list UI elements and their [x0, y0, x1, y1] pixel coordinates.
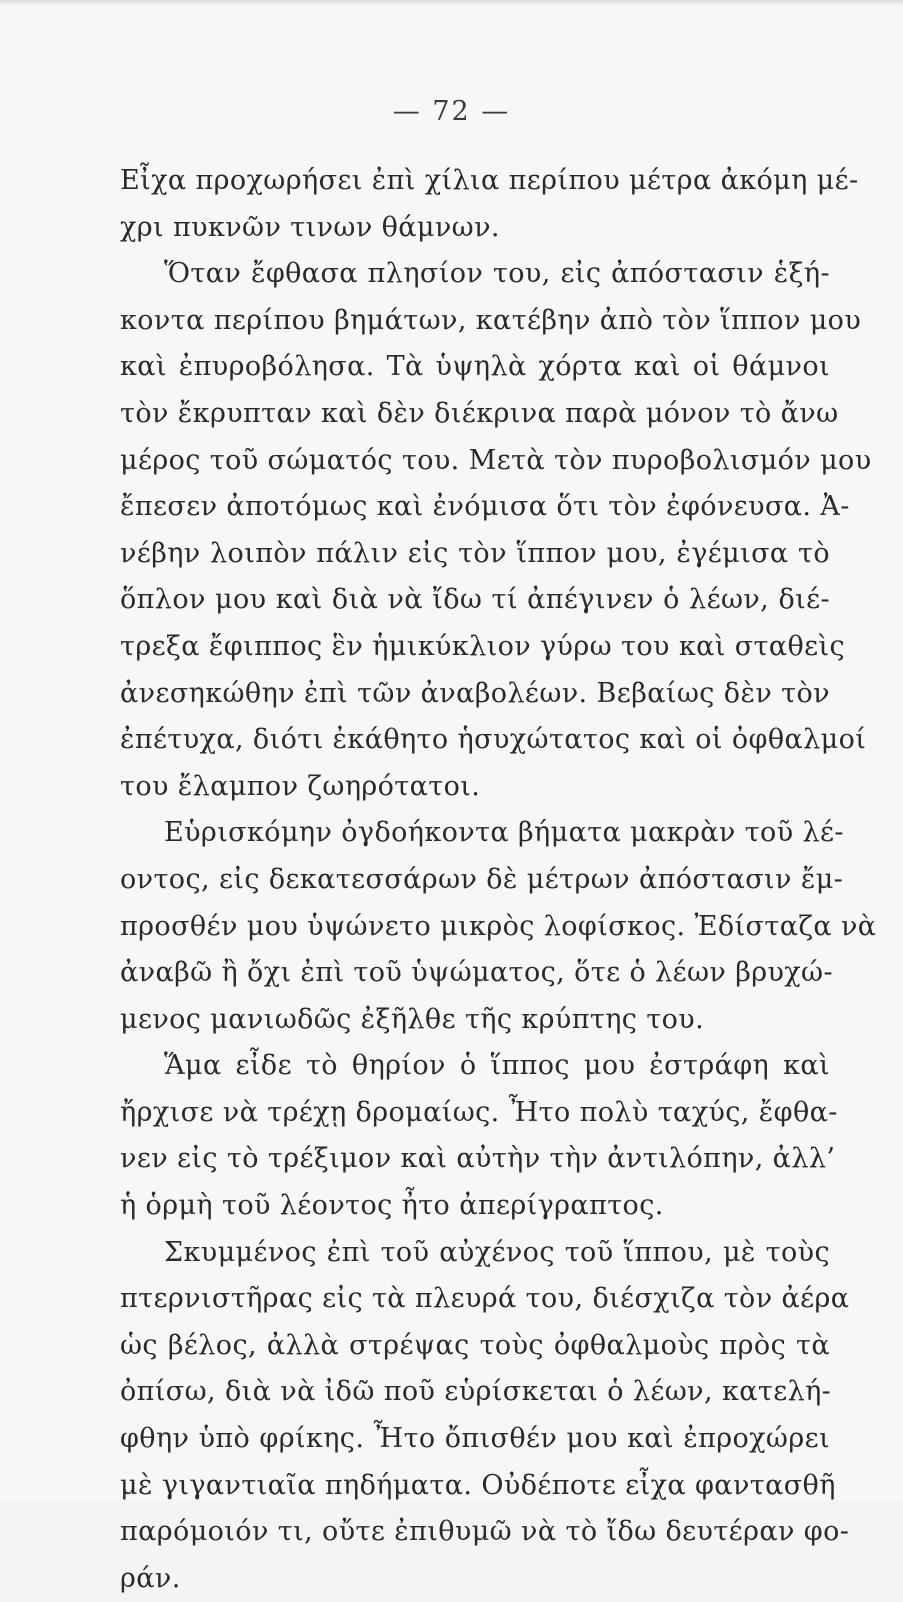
text-line: μὲ γιγαντιαῖα πηδήματα. Οὐδέποτε εἶχα φαντασθῆ [120, 1469, 836, 1501]
text-line: οντος, εἰς δεκατεσσάρων δὲ μέτρων ἀπόστασιν ἔμ- [120, 863, 844, 895]
page-number: — 72 — [392, 96, 511, 127]
text-line: μέρος τοῦ σώματός του. Μετὰ τὸν πυροβολισμόν μου [120, 444, 872, 476]
text-line: ἡ ὁρμὴ τοῦ λέοντος ἦτο ἀπερίγραπτος. [120, 1190, 664, 1222]
text-line: ἀναβῶ ἢ ὄχι ἐπὶ τοῦ ὑψώματος, ὅτε ὁ λέων βρυχώ- [120, 957, 833, 989]
text-line: προσθέν μου ὑψώνετο μικρὸς λοφίσκος. Ἐδίσταζα νὰ [120, 910, 877, 942]
text-line: καὶ ἐπυροβόλησα. Τὰ ὑψηλὰ χόρτα καὶ οἱ θάμνοι [120, 351, 830, 383]
text-line: ἀνεσηκώθην ἐπὶ τῶν ἀναβολέων. Βεβαίως δὲν τὸν [120, 677, 830, 709]
text-line: πτερνιστῆρας εἰς τὰ πλευρά του, διέσχιζα τὸν ἀέρα [120, 1283, 850, 1315]
text-line: τρεξα ἔφιππος ἓν ἡμικύκλιον γύρω του καὶ σταθεὶς [120, 630, 846, 662]
text-line: ὡς βέλος, ἀλλὰ στρέψας τοὺς ὀφθαλμοὺς πρὸς τὰ [120, 1329, 830, 1361]
body-text [120, 158, 877, 1602]
text-line: νεν εἰς τὸ τρέξιμον καὶ αὐτὴν τὴν ἀντιλόπην, ἀλλ’ [120, 1143, 836, 1175]
text-line: ἐπέτυχα, διότι ἐκάθητο ἡσυχώτατος καὶ οἱ ὀφθαλμοί [120, 724, 867, 756]
text-line: φθην ὑπὸ φρίκης. Ἦτο ὄπισθέν μου καὶ ἐπροχώρει [120, 1423, 830, 1455]
text-line: μενος μανιωδῶς ἐξῆλθε τῆς κρύπτης του. [120, 1003, 705, 1035]
text-line: ὅπλον μου καὶ διὰ νὰ ἴδω τί ἀπέγινεν ὁ λέων, διέ- [120, 584, 830, 616]
text-line: Εὑρισκόμην ὀγδοήκοντα βήματα μακρὰν τοῦ λέ- [164, 817, 844, 849]
text-line: Σκυμμένος ἐπὶ τοῦ αὐχένος τοῦ ἵππου, μὲ τοὺς [164, 1236, 830, 1268]
text-line: ράν. [120, 1562, 181, 1594]
text-line: ἤρχισε νὰ τρέχῃ δρομαίως. Ἦτο πολὺ ταχύς, ἔφθα- [120, 1096, 838, 1128]
text-line: νέβην λοιπὸν πάλιν εἰς τὸν ἵππον μου, ἐγέμισα τὸ [120, 537, 830, 569]
text-line: Ὅταν ἔφθασα πλησίον του, εἰς ἀπόστασιν ἑξή- [164, 258, 830, 290]
text-line: του ἔλαμπον ζωηρότατοι. [120, 770, 481, 802]
text-line: Ἅμα εἶδε τὸ θηρίον ὁ ἵππος μου ἐστράφη καὶ [164, 1050, 830, 1082]
page-top-edge [0, 0, 903, 6]
text-line: τὸν ἔκρυπταν καὶ δὲν διέκρινα παρὰ μόνον τὸ ἄνω [120, 397, 839, 429]
text-line: κοντα περίπου βημάτων, κατέβην ἀπὸ τὸν ἵππον μου [120, 304, 862, 336]
text-line: Εἶχα προχωρήσει ἐπὶ χίλια περίπου μέτρα ἀκόμη μέ- [120, 165, 859, 196]
text-line: ὀπίσω, διὰ νὰ ἰδῶ ποῦ εὑρίσκεται ὁ λέων, κατελή- [120, 1376, 832, 1408]
text-line: παρόμοιόν τι, οὔτε ἐπιθυμῶ νὰ τὸ ἴδω δευτέραν φο- [120, 1516, 850, 1548]
text-line: χρι πυκνῶν τινων θάμνων. [120, 211, 500, 243]
text-line: ἔπεσεν ἀποτόμως καὶ ἐνόμισα ὅτι τὸν ἐφόνευσα. Ἀ- [120, 491, 850, 523]
